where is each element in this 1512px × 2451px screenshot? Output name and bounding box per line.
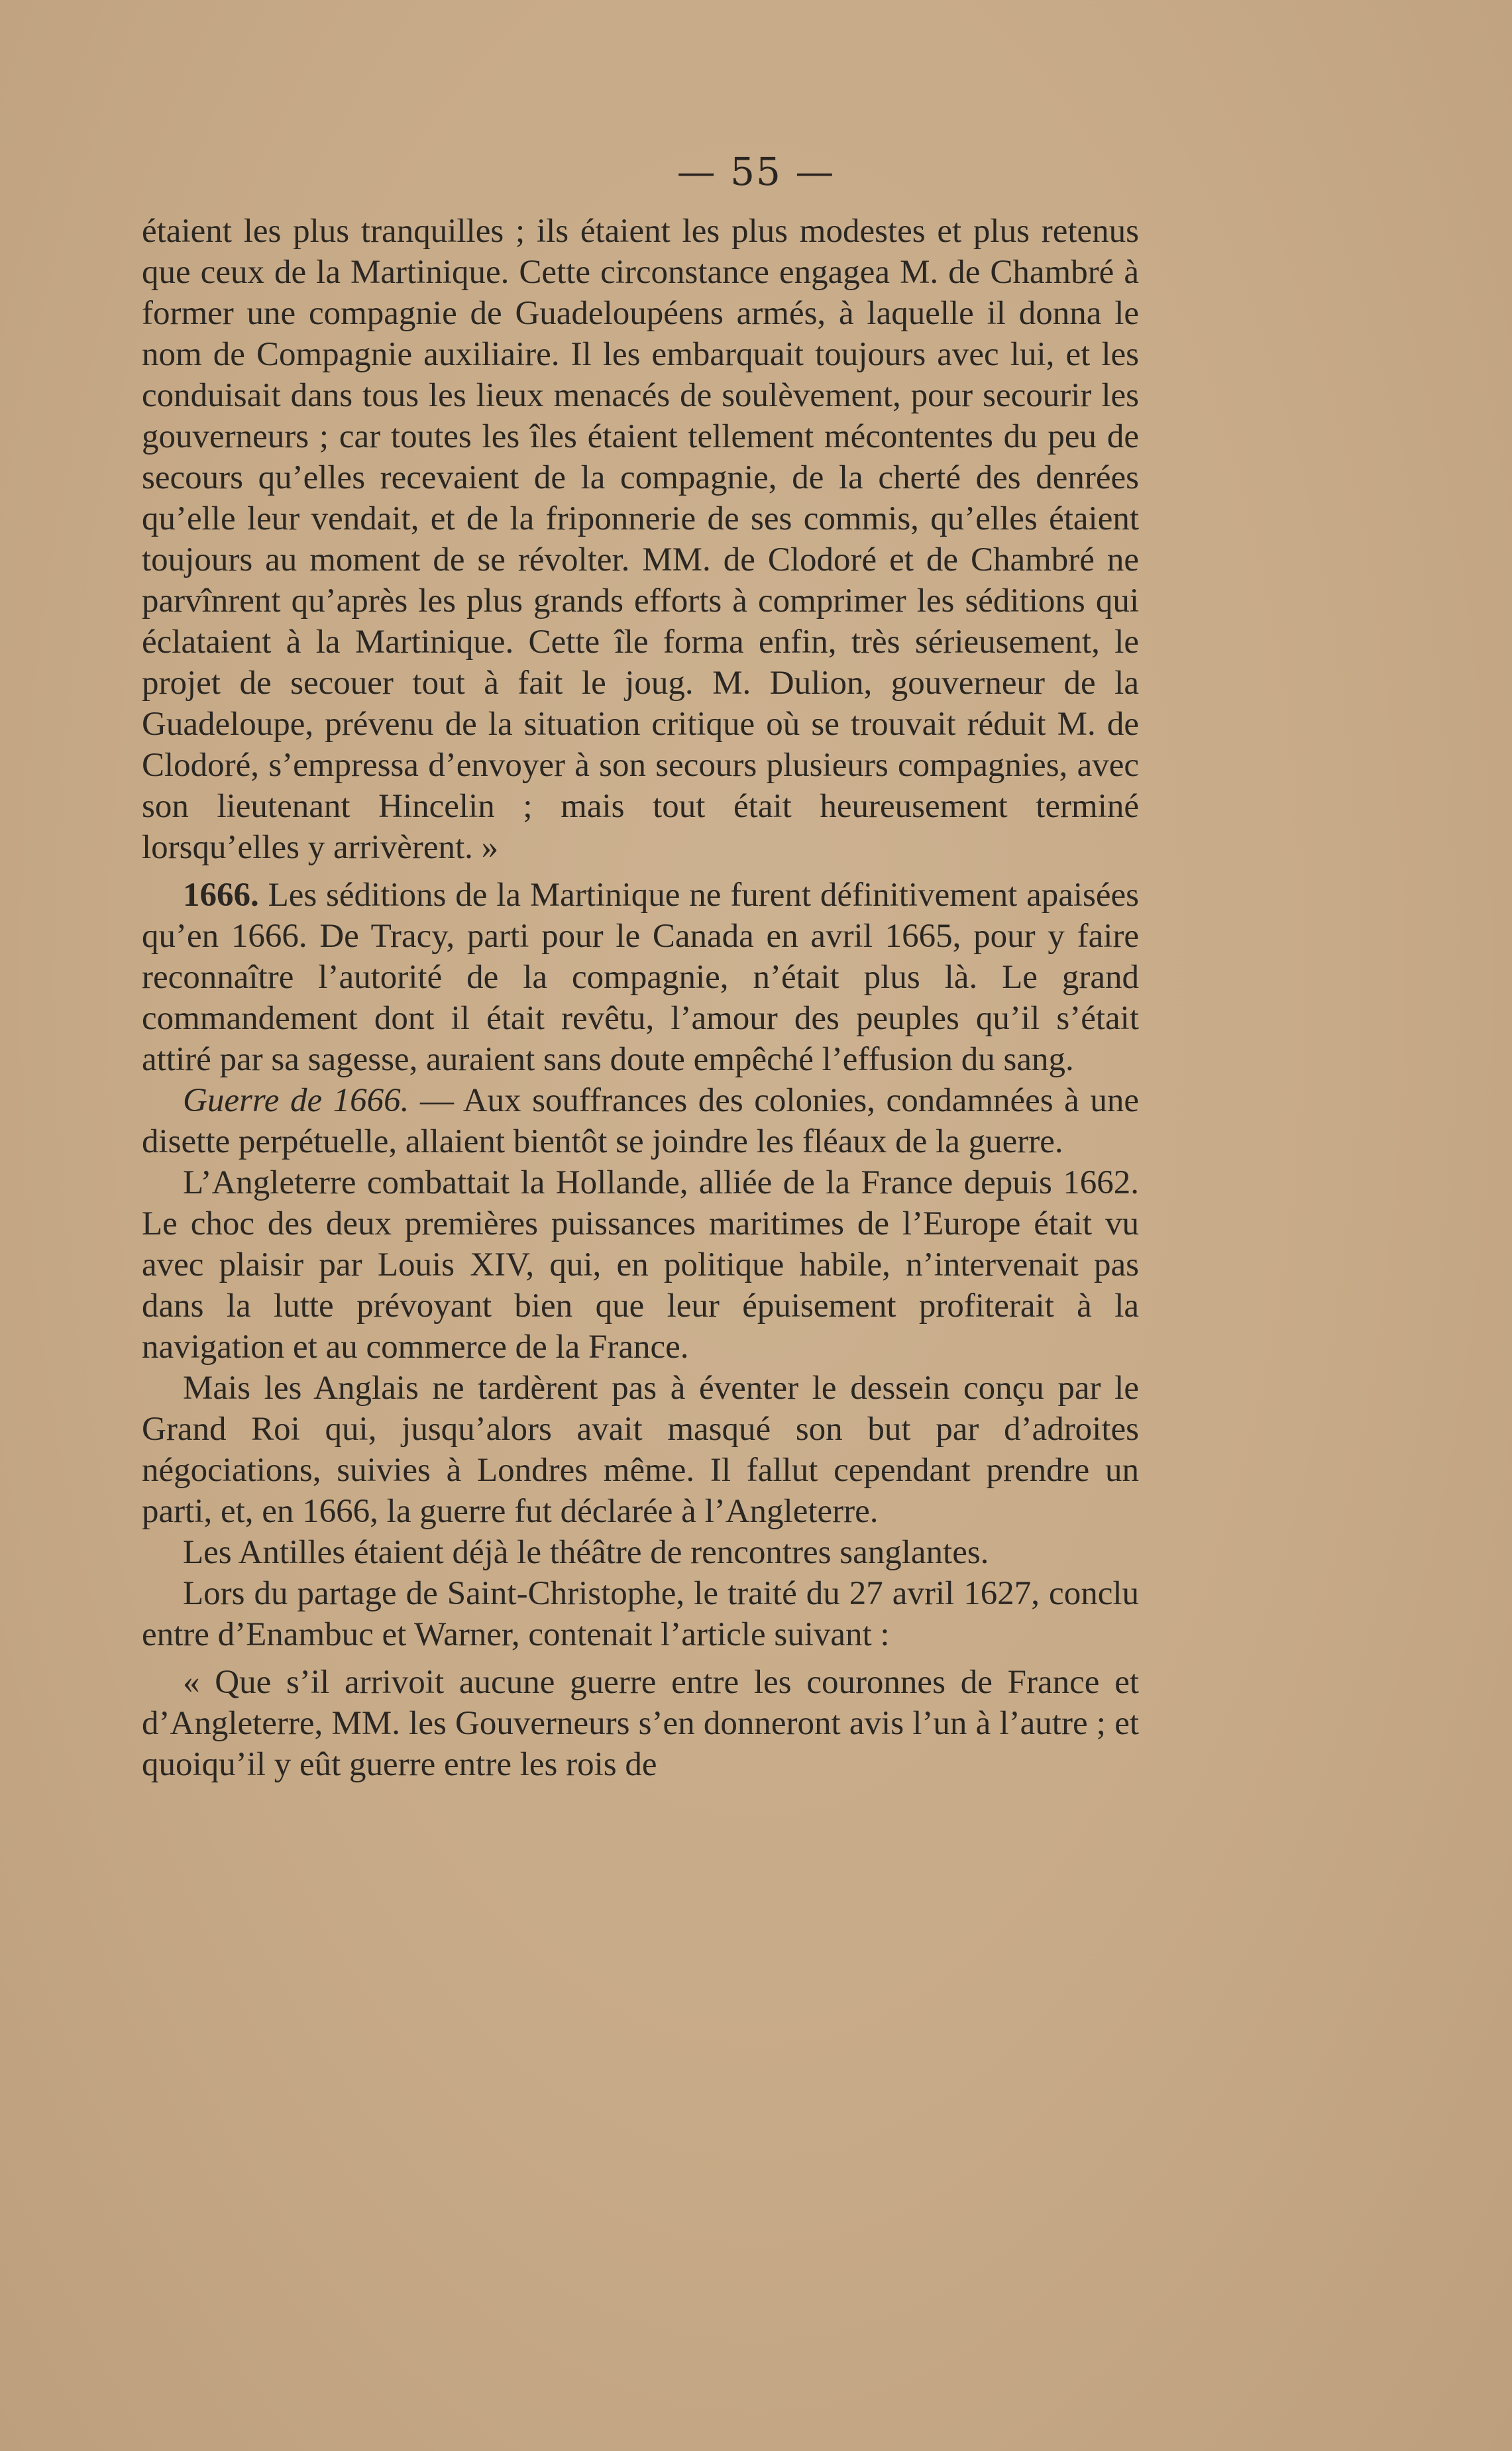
- paragraph-compagnie-auxiliaire: étaient les plus tranquilles ; ils étaient les plus modestes et plus retenus que ceux de la Martinique. Cette circonstance engagea M. de Chambré à former une compagnie de Guadeloupéens armés, à laquelle il donna le nom de Compagnie auxiliaire. Il les embarquait toujours avec lui, et les conduisait dans tous les lieux menacés de soulèvement, pour secourir les gouverneurs ; car toutes les îles étaient tellement mécontentes du peu de secours qu’elles recevaient de la compagnie, de la cherté des denrées qu’elle leur vendait, et de la friponnerie de ses commis, qu’elles étaient toujours au moment de se révolter. MM. de Clodoré et de Chambré ne parvînrent qu’après les plus grands efforts à comprimer les séditions qui éclataient à la Martinique. Cette île forma enfin, très sérieusement, le projet de secouer tout à fait le joug. M. Dulion, gouverneur de la Guadeloupe, prévenu de la situation critique où se trouvait réduit M. de Clodoré, s’empressa d’envoyer à son secours plusieurs compagnies, avec son lieutenant Hincelin ; mais tout était heureusement terminé lorsqu’elles y arrivèrent. »: [142, 213, 1139, 866]
- paragraph-1666-text: Les séditions de la Martinique ne furent définitivement apaisées qu’en 1666. De Tracy, parti pour le Canada en avril 1665, pour y faire reconnaître l’autorité de la compagnie, n’était plus là. Le grand commandement dont il était revêtu, l’amour des peuples qu’il s’était attiré par sa sagesse, auraient sans doute empêché l’effusion du sang.: [142, 877, 1139, 1078]
- year-heading: 1666.: [183, 877, 259, 914]
- paragraph-antilles: Les Antilles étaient déjà le théâtre de rencontres sanglantes.: [183, 1534, 989, 1571]
- paragraph-1666: [142, 875, 1139, 1080]
- section-title-guerre: Guerre de 1666.: [183, 1082, 409, 1119]
- paragraph-partage: Lors du partage de Saint-Christophe, le traité du 27 avril 1627, conclu entre d’Enambuc et Warner, contenait l’article suivant :: [142, 1575, 1139, 1653]
- paragraph-quote: « Que s’il arrivoit aucune guerre entre les couronnes de France et d’Angleterre, MM. les Gouverneurs s’en donneront avis l’un à l’autre ; et quoiqu’il y eût guerre entre les rois de: [142, 1664, 1139, 1783]
- paragraph-guerre: [142, 1080, 1139, 1162]
- paragraph-anglais: Mais les Anglais ne tardèrent pas à éventer le dessein conçu par le Grand Roi qui, jusqu’alors avait masqué son but par d’adroites négociations, suivies à Londres même. Il fallut cependant prendre un parti, et, en 1666, la guerre fut déclarée à l’Angleterre.: [142, 1370, 1139, 1530]
- body-text: [142, 211, 1139, 1785]
- page-number: — 55 —: [676, 149, 836, 194]
- paragraph-guerre-text: — Aux souffrances des colonies, condamnées à une disette perpétuelle, allaient bientôt se joindre les fléaux de la guerre.: [142, 1082, 1139, 1160]
- paragraph-angleterre: L’Angleterre combattait la Hollande, alliée de la France depuis 1662. Le choc des deux premières puissances maritimes de l’Europe était vu avec plaisir par Louis XIV, qui, en politique habile, n’intervenait pas dans la lutte prévoyant bien que leur épuisement profiterait à la navigation et au commerce de la France.: [142, 1164, 1139, 1366]
